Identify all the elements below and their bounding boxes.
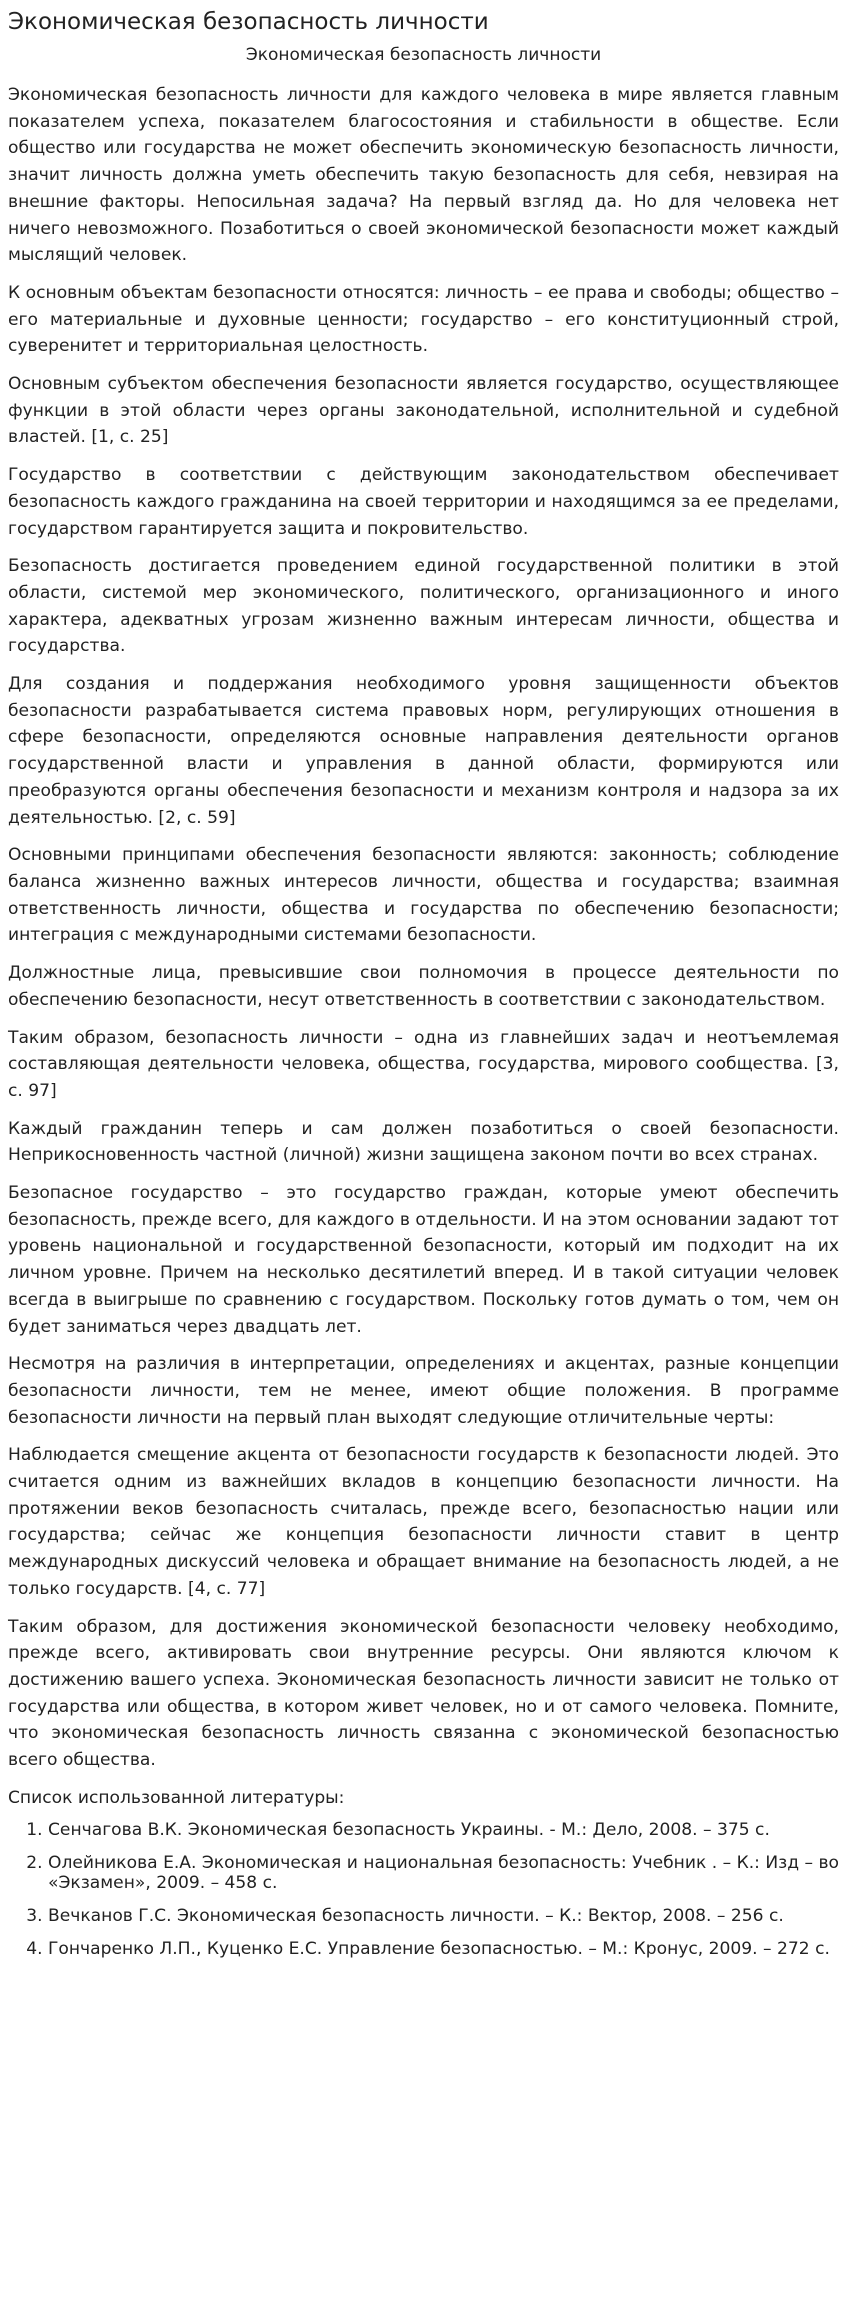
paragraph: Основным субъектом обеспечения безопасности является государство, осуществляющее функции в этой области через органы законодательной, исполнительной и судебной властей. [1, с. 25] — [8, 374, 839, 448]
paragraph: Государство в соответствии с действующим законодательством обеспечивает безопасность каждого гражданина на своей территории и находящимся за ее пределами, государством гарантируется защита и покровительство. — [8, 465, 839, 539]
page — [0, 8, 847, 1959]
paragraph: Каждый гражданин теперь и сам должен позаботиться о своей безопасности. Неприкосновенность частной (личной) жизни защищена законом почти во всех странах. — [8, 1118, 839, 1166]
paragraph: Безопасность достигается проведением единой государственной политики в этой области, системой мер экономического, политического, организационного и иного характера, адекватных угрозам жизненно важным интересам личности, общества и государства. — [8, 556, 839, 657]
paragraph: Несмотря на различия в интерпретации, определениях и акцентах, разные концепции безопасности личности, тем не менее, имеют общие положения. В программе безопасности личности на первый план выходят следующие отличительные черты: — [8, 1354, 839, 1428]
paragraph: Для создания и поддержания необходимого уровня защищенности объектов безопасности разрабатывается система правовых норм, регулирующих отношения в сфере безопасности, определяются основные направления деятельности органов государственной власти и управления в данной области, формируются или преобразуются органы обеспечения безопасности и механизм контроля и надзора за их деятельностью. [2, с. 59] — [8, 674, 839, 828]
reference-item: 1. Сенчагова В.К. Экономическая безопасность Украины. - М.: Дело, 2008. – 375 с. — [48, 1820, 839, 1840]
paragraph: Экономическая безопасность личности для каждого человека в мире является главным показателем успеха, показателем благосостояния и стабильности в обществе. Если общество или государства не может обеспечить экономическую безопасность личности, значит личность должна уметь обеспечить такую безопасность для себя, невзирая на внешние факторы. Непосильная задача? На первый взгляд да. Но для человека нет ничего невозможного. Позаботиться о своей экономической безопасности может каждый мыслящий человек. — [8, 85, 839, 266]
paragraph: Основными принципами обеспечения безопасности являются: законность; соблюдение баланса жизненно важных интересов личности, общества и государства; взаимная ответственность личности, общества и государства по обеспечению безопасности; интеграция с международными системами безопасности. — [8, 845, 839, 946]
paragraph: Безопасное государство – это государство граждан, которые умеют обеспечить безопасность, прежде всего, для каждого в отдельности. И на этом основании задают тот уровень национальной и государственной безопасности, который им подходит на их личном уровне. Причем на несколько десятилетий вперед. И в такой ситуации человек всегда в выигрыше по сравнению с государством. Поскольку готов думать о том, чем он будет заниматься через двадцать лет. — [8, 1183, 839, 1337]
paragraph: Должностные лица, превысившие свои полномочия в процессе деятельности по обеспечению безопасности, несут ответственность в соответствии с законодательством. — [8, 963, 839, 1010]
paragraph: Наблюдается смещение акцента от безопасности государств к безопасности людей. Это считается одним из важнейших вкладов в концепцию безопасности личности. На протяжении веков безопасность считалась, прежде всего, безопасностью нации или государства; сейчас же концепция безопасности личности ставит в центр международных дискуссий человека и обращает внимание на безопасность людей, а не только государств. [4, с. 77] — [8, 1445, 839, 1599]
paragraph: Таким образом, безопасность личности – одна из главнейших задач и неотъемлемая составляющая деятельности человека, общества, государства, мирового сообщества. [3, с. 97] — [8, 1027, 839, 1101]
reference-item: 3. Вечканов Г.С. Экономическая безопасность личности. – К.: Вектор, 2008. – 256 с. — [48, 1906, 839, 1926]
article-body — [8, 82, 839, 1959]
paragraph: К основным объектам безопасности относятся: личность – ее права и свободы; общество – его материальные и духовные ценности; государство – его конституционный строй, суверенитет и территориальная целостность. — [8, 282, 839, 357]
reference-item: 2. Олейникова Е.А. Экономическая и национальная безопасность: Учебник . – К.: Изд – во «Экзамен», 2009. – 458 с. — [48, 1853, 839, 1893]
page-title: Экономическая безопасность личности — [8, 9, 489, 35]
paragraph: Таким образом, для достижения экономической безопасности человеку необходимо, прежде всего, активировать свои внутренние ресурсы. Они являются ключом к достижению вашего успеха. Экономическая безопасность личности зависит не только от государства или общества, в котором живет человек, но и от самого человека. Помните, что экономическая безопасность личность связанна с экономической безопасностью всего общества. — [8, 1616, 839, 1771]
reference-item: 4. Гончаренко Л.П., Куценко Е.С. Управление безопасностью. – М.: Кронус, 2009. – 272 с. — [48, 1939, 839, 1959]
article-subtitle: Экономическая безопасность личности — [245, 45, 602, 65]
references-title: Список использованной литературы: — [8, 1787, 345, 1808]
references-list — [8, 1820, 839, 1959]
